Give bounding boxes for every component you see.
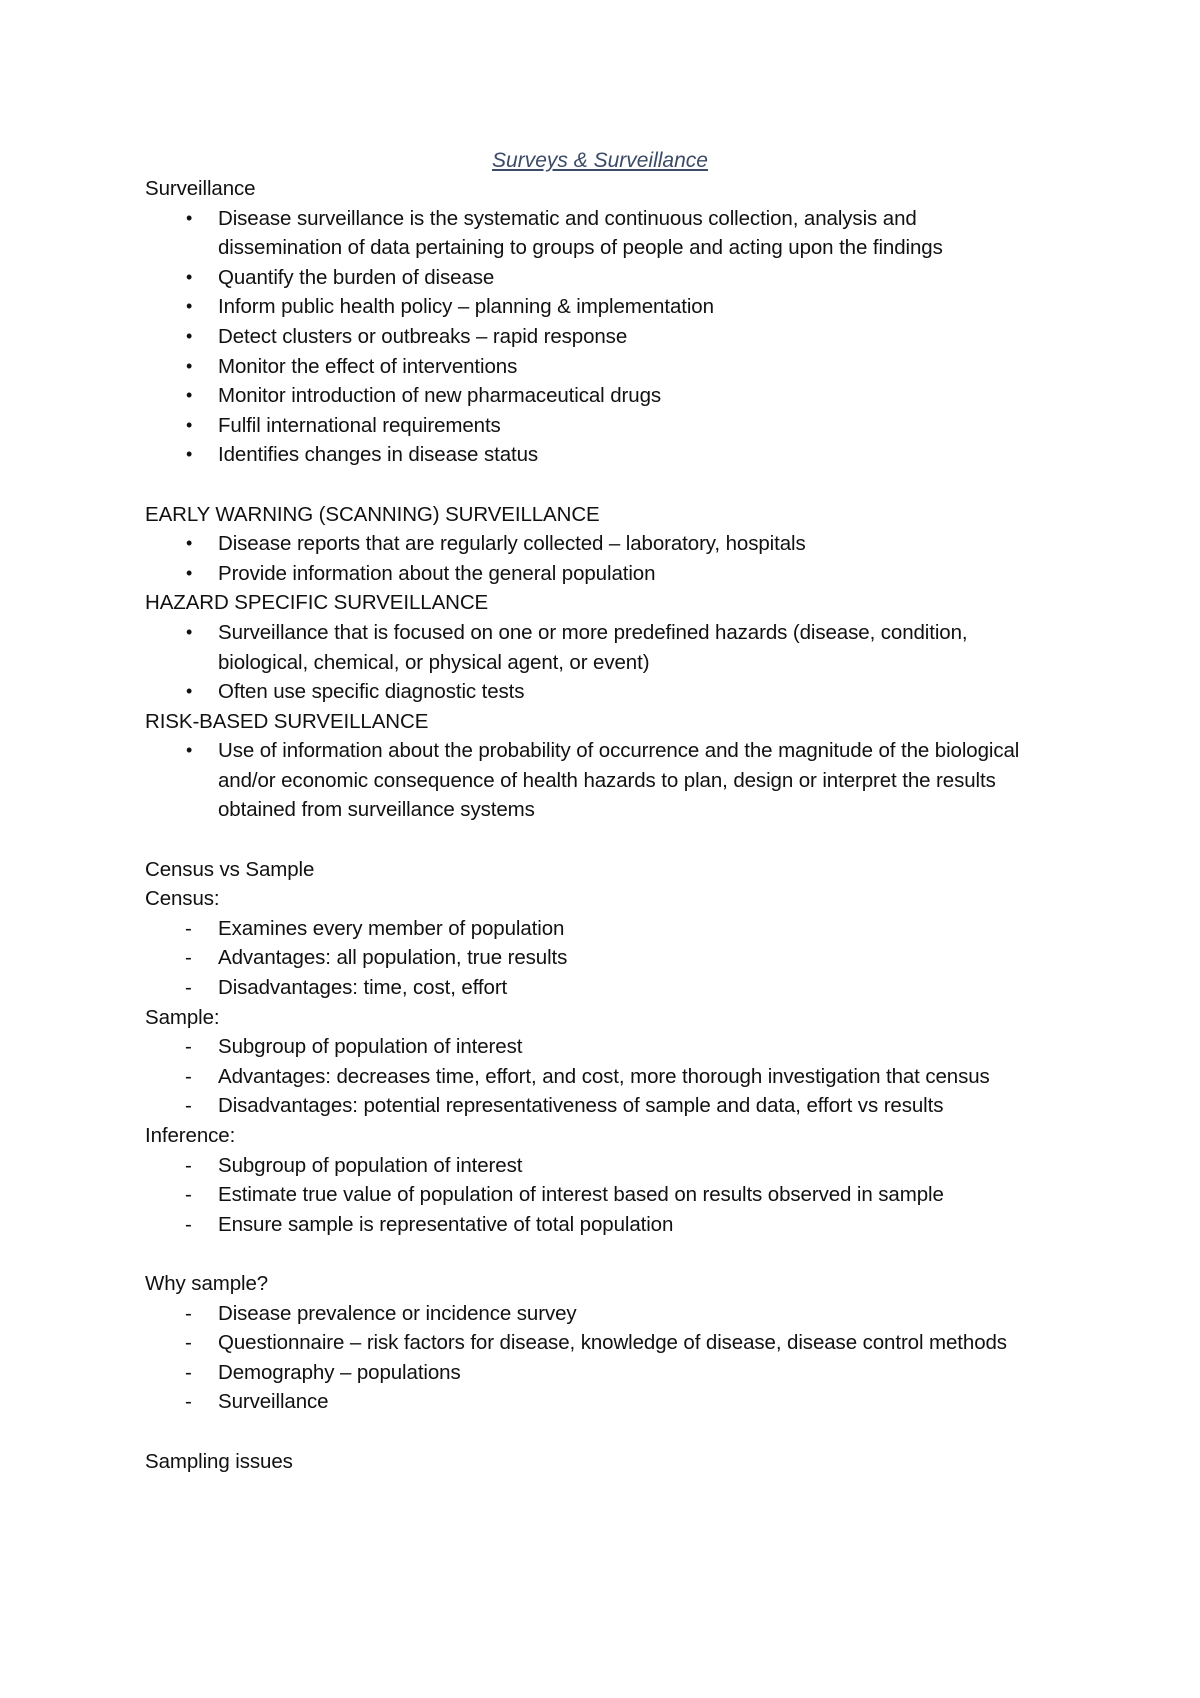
dash-icon: - bbox=[185, 946, 192, 970]
list-item-text: Detect clusters or outbreaks – rapid response bbox=[218, 324, 628, 348]
list-item bbox=[145, 1210, 1045, 1240]
list-item-text: Disease reports that are regularly collected – laboratory, hospitals bbox=[218, 532, 806, 556]
dash-icon: - bbox=[185, 1094, 192, 1118]
section-heading-sampling-issues: Sampling issues bbox=[145, 1449, 293, 1473]
surveillance-list bbox=[145, 204, 1045, 470]
list-item bbox=[145, 204, 1045, 263]
bullet-icon: • bbox=[186, 621, 193, 642]
dash-icon: - bbox=[185, 976, 192, 1000]
bullet-icon: • bbox=[186, 296, 193, 317]
list-item bbox=[145, 618, 1045, 677]
list-item bbox=[145, 1299, 1045, 1329]
list-item bbox=[145, 1180, 1045, 1210]
list-item bbox=[145, 973, 1045, 1003]
dash-icon: - bbox=[185, 1183, 192, 1207]
list-item bbox=[145, 559, 1045, 589]
dash-icon: - bbox=[185, 1331, 192, 1355]
list-item-text: Disadvantages: time, cost, effort bbox=[218, 976, 508, 1000]
bullet-icon: • bbox=[186, 681, 193, 702]
list-item-text: Examines every member of population bbox=[218, 916, 565, 940]
dash-icon: - bbox=[185, 1035, 192, 1059]
list-item-text: Quantify the burden of disease bbox=[218, 265, 495, 289]
blank-line bbox=[145, 1417, 1045, 1447]
bullet-icon: • bbox=[186, 444, 193, 465]
list-item-text: Disease prevalence or incidence survey bbox=[218, 1301, 577, 1325]
section-heading-risk-based: RISK-BASED SURVEILLANCE bbox=[145, 709, 429, 733]
list-item bbox=[145, 1032, 1045, 1062]
inference-list bbox=[145, 1151, 1045, 1240]
document-body bbox=[145, 174, 1045, 1476]
section-heading-hazard-specific: HAZARD SPECIFIC SURVEILLANCE bbox=[145, 591, 489, 615]
list-item bbox=[145, 381, 1045, 411]
list-item bbox=[145, 263, 1045, 293]
bullet-icon: • bbox=[186, 414, 193, 435]
bullet-icon: • bbox=[186, 266, 193, 287]
list-item-text: Monitor the effect of interventions bbox=[218, 354, 518, 378]
list-item-text: Fulfil international requirements bbox=[218, 413, 501, 437]
list-item bbox=[145, 677, 1045, 707]
list-item bbox=[145, 292, 1045, 322]
list-item-text: Surveillance bbox=[218, 1390, 329, 1414]
page-title: Surveys & Surveillance bbox=[492, 149, 708, 172]
section-heading-census: Census: bbox=[145, 887, 220, 911]
list-item bbox=[145, 1358, 1045, 1388]
bullet-icon: • bbox=[186, 740, 193, 761]
dash-icon: - bbox=[185, 1301, 192, 1325]
blank-line bbox=[145, 825, 1045, 855]
section-heading-early-warning: EARLY WARNING (SCANNING) SURVEILLANCE bbox=[145, 502, 600, 526]
list-item bbox=[145, 1328, 1045, 1358]
dash-icon: - bbox=[185, 1064, 192, 1088]
list-item-text: Estimate true value of population of interest based on results observed in sample bbox=[218, 1183, 944, 1207]
sample-list bbox=[145, 1032, 1045, 1121]
list-item-text: Inform public health policy – planning & implementation bbox=[218, 295, 714, 319]
list-item bbox=[145, 1151, 1045, 1181]
dash-icon: - bbox=[185, 1360, 192, 1384]
list-item bbox=[145, 322, 1045, 352]
list-item-text: Advantages: decreases time, effort, and cost, more thorough investigation that census bbox=[218, 1064, 990, 1088]
list-item bbox=[145, 1062, 1045, 1092]
list-item-text: Identifies changes in disease status bbox=[218, 443, 539, 467]
list-item bbox=[145, 411, 1045, 441]
blank-line bbox=[145, 470, 1045, 500]
section-heading-sample: Sample: bbox=[145, 1005, 220, 1029]
list-item bbox=[145, 943, 1045, 973]
dash-icon: - bbox=[185, 1212, 192, 1236]
section-heading-inference: Inference: bbox=[145, 1124, 236, 1147]
list-item-text: Monitor introduction of new pharmaceutical drugs bbox=[218, 384, 662, 408]
bullet-icon: • bbox=[186, 325, 193, 346]
census-list bbox=[145, 914, 1045, 1003]
bullet-icon: • bbox=[186, 207, 193, 228]
list-item bbox=[145, 1387, 1045, 1417]
list-item-text: Subgroup of population of interest bbox=[218, 1153, 523, 1177]
list-item bbox=[145, 736, 1045, 825]
bullet-icon: • bbox=[186, 533, 193, 554]
list-item bbox=[145, 1091, 1045, 1121]
list-item-text: Questionnaire – risk factors for disease, knowledge of disease, disease control methods bbox=[218, 1331, 1007, 1355]
list-item-text: Provide information about the general population bbox=[218, 561, 656, 585]
dash-icon: - bbox=[185, 916, 192, 940]
early-warning-list bbox=[145, 529, 1045, 588]
dash-icon: - bbox=[185, 1390, 192, 1414]
list-item-text: Ensure sample is representative of total population bbox=[218, 1212, 674, 1236]
list-item-text: Demography – populations bbox=[218, 1360, 461, 1384]
list-item-text: Surveillance that is focused on one or more predefined hazards (disease, condition, biological, chemical, or physical agent, or event) bbox=[218, 620, 968, 674]
section-heading-surveillance: Surveillance bbox=[145, 177, 256, 200]
dash-icon: - bbox=[185, 1153, 192, 1177]
blank-line bbox=[145, 1239, 1045, 1269]
list-item bbox=[145, 352, 1045, 382]
bullet-icon: • bbox=[186, 385, 193, 406]
list-item bbox=[145, 440, 1045, 470]
list-item-text: Use of information about the probability of occurrence and the magnitude of the biological and/or economic consequence of health hazards to plan, design or interpret the results obtained from surveillance systems bbox=[218, 739, 1020, 822]
risk-based-list bbox=[145, 736, 1045, 825]
hazard-specific-list bbox=[145, 618, 1045, 707]
list-item bbox=[145, 529, 1045, 559]
bullet-icon: • bbox=[186, 562, 193, 583]
bullet-icon: • bbox=[186, 355, 193, 376]
section-heading-why-sample: Why sample? bbox=[145, 1271, 269, 1295]
why-sample-list bbox=[145, 1299, 1045, 1417]
list-item-text: Advantages: all population, true results bbox=[218, 946, 568, 970]
list-item-text: Disadvantages: potential representativeness of sample and data, effort vs results bbox=[218, 1094, 944, 1118]
list-item-text: Subgroup of population of interest bbox=[218, 1035, 523, 1059]
section-heading-census-vs-sample: Census vs Sample bbox=[145, 857, 315, 881]
list-item-text: Disease surveillance is the systematic and continuous collection, analysis and dissemination of data pertaining to groups of people and acting upon the findings bbox=[218, 206, 943, 260]
list-item-text: Often use specific diagnostic tests bbox=[218, 680, 525, 704]
list-item bbox=[145, 914, 1045, 944]
